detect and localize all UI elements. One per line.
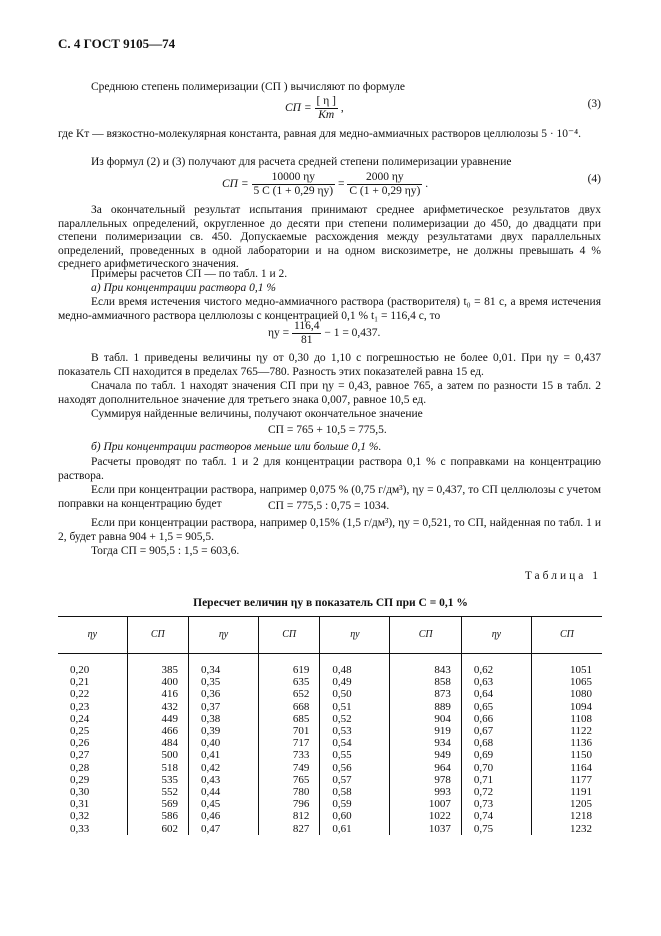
equation-viscosity-numerator: 116,4	[294, 320, 320, 332]
equation-4-number: (4)	[587, 173, 601, 185]
equation-3-denominator: Kт	[318, 109, 335, 121]
table-cell-dp: 919	[390, 725, 461, 737]
table-cell-dp: 858	[390, 676, 461, 688]
table-cell-eta: 0,74	[461, 810, 531, 822]
paragraph-final-calc: Тогда СП = 905,5 : 1,5 = 603,6.	[91, 545, 240, 557]
equation-corrected: СП = 775,5 : 0,75 = 1034.	[268, 500, 390, 512]
paragraph-table-1-values: В табл. 1 приведены величины ηу от 0,30 до 1,10 с погрешностью не более 0,01. При ηу = 0,437 показатель СП находится в пределах 765—780. Разность этих показателей равна 15 ед.	[58, 352, 601, 378]
table-cell-dp: 416	[127, 688, 188, 700]
table-cell-eta: 0,30	[70, 786, 90, 799]
table-cell-dp: 934	[390, 737, 461, 749]
table-cell-dp: 1232	[531, 823, 602, 835]
table-row	[58, 798, 602, 810]
table-cell-eta: 0,69	[461, 749, 531, 761]
equation-3	[285, 95, 344, 122]
table-cell-eta: 0,35	[189, 676, 259, 688]
table-cell-dp: 518	[127, 762, 188, 774]
subheading-other-concentrations: б) При концентрации растворов меньше или больше 0,1 %.	[91, 441, 382, 453]
table-cell-dp: 466	[127, 725, 188, 737]
table-cell-dp: 484	[127, 737, 188, 749]
paragraph-examples: Примеры расчетов СП — по табл. 1 и 2.	[91, 268, 288, 280]
table-cell-dp: 385	[127, 654, 188, 677]
table-cell-dp: 586	[127, 810, 188, 822]
table-cell-dp: 1164	[531, 762, 602, 774]
table-cell-eta: 0,62	[461, 654, 531, 677]
table-cell-dp: 993	[390, 786, 461, 798]
table-cell-dp: 535	[127, 774, 188, 786]
equation-4-numerator-1: 10000 ηу	[252, 171, 336, 185]
table-cell-eta: 0,31	[70, 798, 90, 811]
equation-4-fraction-2	[347, 171, 422, 198]
table-cell-eta: 0,61	[320, 823, 390, 835]
table-cell-dp: 796	[259, 798, 320, 810]
table-cell-eta: 0,51	[320, 701, 390, 713]
table-row	[58, 774, 602, 786]
table-cell-dp: 780	[259, 786, 320, 798]
table-cell-eta: 0,45	[189, 798, 259, 810]
table-cell-eta: 0,27	[70, 749, 90, 762]
paragraph-dp-formula-intro: Среднюю степень полимеризации (СП ) вычисляют по формуле	[91, 81, 405, 93]
equation-4-lhs: СП =	[222, 178, 249, 191]
table-cell-eta: 0,53	[320, 725, 390, 737]
table-cell-dp: 1205	[531, 798, 602, 810]
paragraph-example-0-15: Если при концентрации раствора, например 0,15% (1,5 г/дм³), ηу = 0,521, то СП, найденная по табл. 1 и 2, будет равна 904 + 1,5 = 905,5.	[58, 517, 601, 543]
equation-4-fraction-1	[252, 171, 336, 198]
table-cell-eta: 0,66	[461, 713, 531, 725]
table-cell-dp: 432	[127, 701, 188, 713]
table-cell-eta: 0,41	[189, 749, 259, 761]
table-cell-eta: 0,39	[189, 725, 259, 737]
paragraph-example-0-075: Если при концентрации раствора, например 0,075 % (0,75 г/дм³), ηу = 0,437, то СП целлюлозы с учетом поправки на концентрацию будет	[58, 484, 601, 510]
table-cell-dp: 619	[259, 654, 320, 677]
table-cell-eta: 0,43	[189, 774, 259, 786]
equation-viscosity-fraction	[292, 320, 321, 347]
table-row	[58, 823, 602, 835]
subheading-concentration-0-1: а) При концентрации раствора 0,1 %	[91, 282, 277, 294]
page-header: С. 4 ГОСТ 9105—74	[58, 36, 176, 51]
equation-sum: СП = 765 + 10,5 = 775,5.	[268, 424, 387, 436]
paragraph-table-2-correction: Сначала по табл. 1 находят значения СП при ηу = 0,43, равное 765, а затем по разности 15 в табл. 2 находят дополнительное значение для третьего знака 0,007, равное 10,5 ед.	[58, 380, 601, 406]
table-cell-dp: 1080	[531, 688, 602, 700]
table-body	[58, 654, 602, 835]
equation-4-equals: =	[337, 178, 345, 191]
table-cell-dp: 949	[390, 749, 461, 761]
equation-4-numerator-2: 2000 ηу	[347, 171, 422, 185]
table-cell-eta: 0,57	[320, 774, 390, 786]
table-cell-dp: 904	[390, 713, 461, 725]
equation-3-lhs: СП =	[285, 102, 312, 115]
table-title: Пересчет величин ηу в показатель СП при C = 0,1 %	[193, 597, 468, 609]
table-header-dp: СП	[531, 617, 602, 654]
table-cell-eta: 0,23	[70, 700, 90, 713]
table-row	[58, 713, 602, 725]
table-cell-dp: 635	[259, 676, 320, 688]
table-row	[58, 676, 602, 688]
table-cell-eta: 0,50	[320, 688, 390, 700]
table-header-dp: СП	[390, 617, 461, 654]
table-cell-eta: 0,20	[70, 664, 90, 676]
table-cell-eta: 0,70	[461, 762, 531, 774]
table-header-eta: ηу	[461, 617, 531, 654]
table-cell-dp: 1150	[531, 749, 602, 761]
equation-3-number: (3)	[587, 98, 601, 110]
table-cell-dp: 449	[127, 713, 188, 725]
table-cell-dp: 1218	[531, 810, 602, 822]
table-cell-eta: 0,73	[461, 798, 531, 810]
table-cell-dp: 668	[259, 701, 320, 713]
table-header-dp: СП	[127, 617, 188, 654]
table-cell-dp: 765	[259, 774, 320, 786]
table-row	[58, 786, 602, 798]
table-cell-eta: 0,56	[320, 762, 390, 774]
table-cell-dp: 733	[259, 749, 320, 761]
table-cell-dp: 1007	[390, 798, 461, 810]
table-row	[58, 737, 602, 749]
table-cell-eta: 0,63	[461, 676, 531, 688]
table-cell-eta: 0,60	[320, 810, 390, 822]
table-row	[58, 654, 602, 677]
paragraph-corrections: Расчеты проводят по табл. 1 и 2 для концентрации раствора 0,1 % с поправками на концентрацию раствора.	[58, 456, 601, 482]
table-cell-dp: 1136	[531, 737, 602, 749]
table-cell-dp: 827	[259, 823, 320, 835]
table-cell-eta: 0,22	[70, 688, 90, 701]
table-cell-dp: 1122	[531, 725, 602, 737]
table-cell-dp: 569	[127, 798, 188, 810]
table-cell-dp: 1051	[531, 654, 602, 677]
table-cell-eta: 0,32	[70, 810, 90, 823]
table-cell-dp: 500	[127, 749, 188, 761]
equation-viscosity-tail: − 1 = 0,437.	[324, 327, 381, 340]
table-row	[58, 725, 602, 737]
table-cell-eta: 0,55	[320, 749, 390, 761]
table-cell-dp: 978	[390, 774, 461, 786]
equation-3-fraction	[315, 95, 338, 122]
table-cell-eta: 0,58	[320, 786, 390, 798]
table-cell-dp: 717	[259, 737, 320, 749]
table-cell-dp: 873	[390, 688, 461, 700]
table-header-eta: ηу	[189, 617, 259, 654]
table-cell-eta: 0,37	[189, 701, 259, 713]
table-cell-eta: 0,21	[70, 676, 90, 689]
table-cell-eta: 0,75	[461, 823, 531, 835]
table-cell-eta: 0,42	[189, 762, 259, 774]
equation-4	[222, 171, 428, 198]
table-cell-dp: 1022	[390, 810, 461, 822]
table-cell-eta: 0,68	[461, 737, 531, 749]
conversion-table	[58, 616, 602, 835]
paragraph-final-result: За окончательный результат испытания принимают среднее арифметическое результатов двух параллельных определений, округленное до десяти при степени полимеризации до 450, до двадцати при степени полимеризации св. 450. Допускаемые расхождения между результатами двух параллельных определений, проведенных в одной лаборатории и на одном вискозиметре, не должны превышать 4 % среднего арифметического значения.	[58, 204, 601, 271]
table-cell-eta: 0,28	[70, 761, 90, 774]
table-cell-eta: 0,72	[461, 786, 531, 798]
equation-viscosity	[268, 320, 380, 347]
table-cell-eta: 0,33	[70, 822, 90, 835]
table-cell-dp: 1037	[390, 823, 461, 835]
table-cell-dp: 552	[127, 786, 188, 798]
table-row	[58, 810, 602, 822]
table-cell-eta: 0,29	[70, 773, 90, 786]
table-cell-eta: 0,44	[189, 786, 259, 798]
table-label: Таблица 1	[524, 570, 601, 582]
table-cell-eta: 0,48	[320, 654, 390, 677]
table-cell-dp: 1191	[531, 786, 602, 798]
table-cell-eta: 0,34	[189, 654, 259, 677]
table-header-eta: ηу	[320, 617, 390, 654]
table-cell-dp: 843	[390, 654, 461, 677]
table-cell-dp: 400	[127, 676, 188, 688]
equation-3-tail: ,	[340, 102, 344, 115]
table-cell-eta: 0,40	[189, 737, 259, 749]
table-cell-dp: 701	[259, 725, 320, 737]
equation-3-numerator: [ η ]	[316, 95, 336, 107]
equation-4-denominator-1: 5 C (1 + 0,29 ηу)	[253, 185, 334, 197]
paragraph-summing: Суммируя найденные величины, получают окончательное значение	[91, 408, 423, 420]
paragraph-flow-times: Если время истечения чистого медно-аммиачного раствора (растворителя) t₀ = 81 с, а время истечения медно-аммиачного раствора целлюлозы с концентрацией 0,1 % t₁ = 116,4 с, то	[58, 296, 601, 322]
table-cell-eta: 0,67	[461, 725, 531, 737]
table-cell-dp: 1177	[531, 774, 602, 786]
table-row	[58, 688, 602, 700]
table-cell-eta: 0,38	[189, 713, 259, 725]
table-row	[58, 749, 602, 761]
table-row	[58, 701, 602, 713]
paragraph-formula-derivation: Из формул (2) и (3) получают для расчета средней степени полимеризации уравнение	[91, 156, 512, 168]
paragraph-km-definition: где Kт — вязкостно-молекулярная константа, равная для медно-аммиачных растворов целлюлозы 5 · 10⁻⁴.	[58, 128, 581, 140]
equation-4-denominator-2: C (1 + 0,29 ηу)	[349, 185, 421, 197]
table-cell-eta: 0,36	[189, 688, 259, 700]
table-cell-eta: 0,71	[461, 774, 531, 786]
table-cell-dp: 812	[259, 810, 320, 822]
table-cell-dp: 602	[127, 823, 188, 835]
table-row	[58, 762, 602, 774]
table-cell-dp: 652	[259, 688, 320, 700]
table-cell-eta: 0,49	[320, 676, 390, 688]
table-cell-dp: 964	[390, 762, 461, 774]
table-cell-dp: 685	[259, 713, 320, 725]
table-cell-eta: 0,47	[189, 823, 259, 835]
table-cell-eta: 0,46	[189, 810, 259, 822]
table-cell-eta: 0,65	[461, 701, 531, 713]
table-cell-eta: 0,25	[70, 725, 90, 738]
table-cell-dp: 1108	[531, 713, 602, 725]
table-cell-dp: 749	[259, 762, 320, 774]
table-cell-eta: 0,24	[70, 712, 90, 725]
table-header-eta: ηу	[58, 617, 127, 654]
table-cell-eta: 0,54	[320, 737, 390, 749]
table-cell-eta: 0,52	[320, 713, 390, 725]
table-header-dp: СП	[259, 617, 320, 654]
table-cell-eta: 0,59	[320, 798, 390, 810]
table-cell-eta: 0,26	[70, 737, 90, 750]
equation-viscosity-lhs: ηу =	[268, 327, 290, 340]
table-header-row	[58, 617, 602, 654]
table-cell-dp: 1065	[531, 676, 602, 688]
equation-4-tail: .	[425, 178, 429, 191]
table-cell-dp: 889	[390, 701, 461, 713]
table-cell-eta: 0,64	[461, 688, 531, 700]
table-cell-dp: 1094	[531, 701, 602, 713]
equation-viscosity-denominator: 81	[300, 334, 313, 346]
